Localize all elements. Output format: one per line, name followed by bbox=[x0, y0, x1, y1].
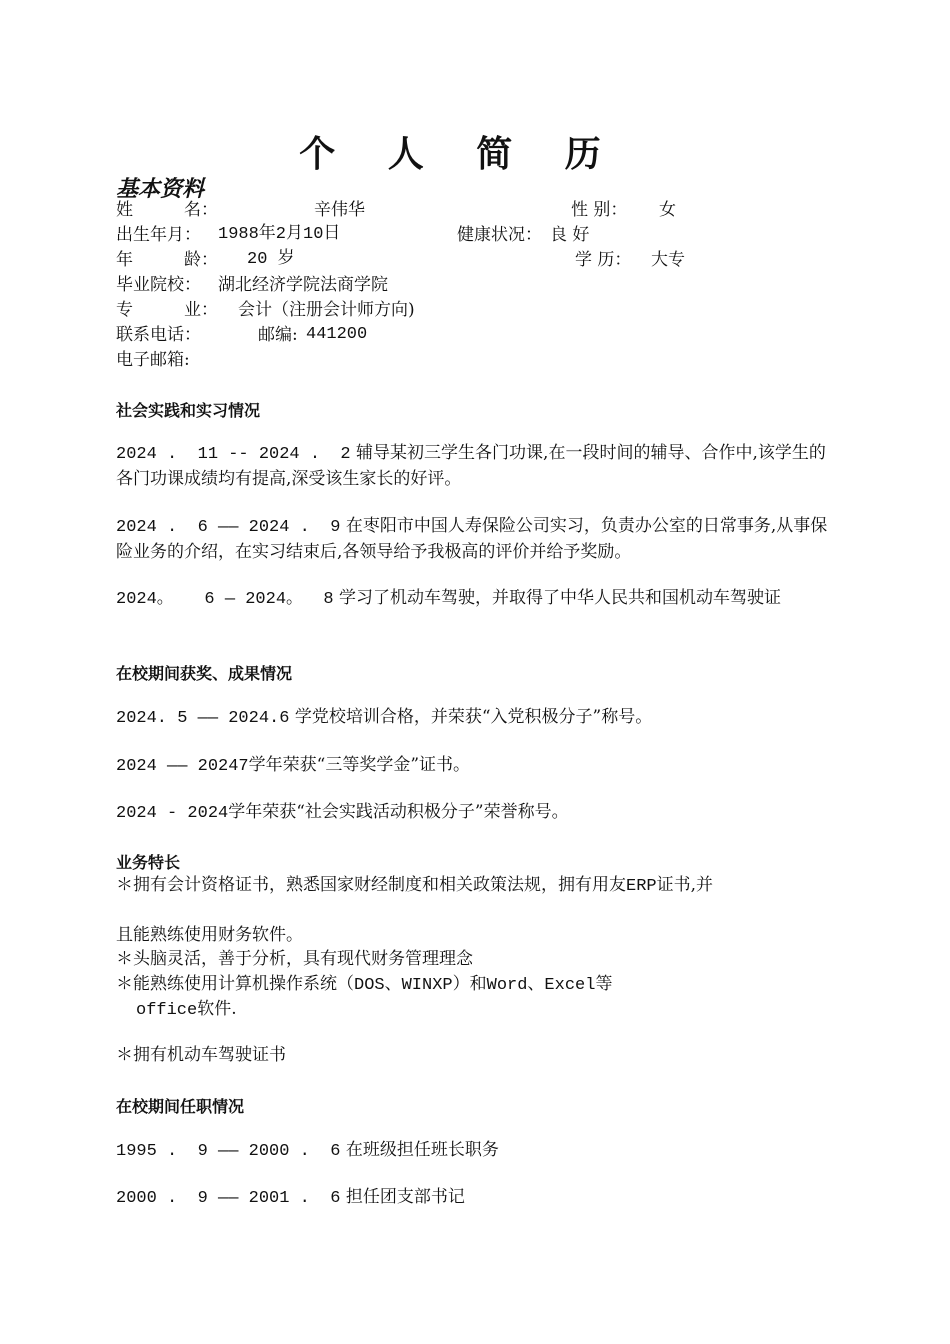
positions-heading: 在校期间任职情况 bbox=[116, 1097, 245, 1116]
practice-date: 2024 . 11 -- 2024 . 2 bbox=[116, 445, 351, 464]
gender-value: 女 bbox=[659, 200, 676, 220]
name-label: 姓 名： bbox=[116, 200, 218, 220]
award-item bbox=[116, 705, 652, 731]
phone-label: 联系电话： bbox=[116, 325, 201, 345]
school-label: 毕业院校： bbox=[116, 275, 201, 295]
award-date: 2024 - 2024 bbox=[116, 804, 229, 823]
skill-bullet-continuation: 且能熟练使用财务软件。 bbox=[116, 925, 303, 945]
education-value: 大专 bbox=[651, 250, 685, 270]
age-label: 年 龄： bbox=[116, 250, 218, 270]
skill-bullet bbox=[116, 873, 713, 899]
practice-date: 2024。 6 — 2024。 8 bbox=[116, 590, 334, 609]
position-item bbox=[116, 1138, 499, 1164]
position-item bbox=[116, 1185, 465, 1211]
skill-bullet bbox=[116, 972, 612, 998]
age-value: 20 岁 bbox=[247, 250, 295, 269]
skill-text: 等 bbox=[595, 974, 613, 994]
zip-label: 邮编: bbox=[258, 325, 298, 345]
skills-heading: 业务特长 bbox=[116, 853, 181, 872]
email-label: 电子邮箱: bbox=[116, 350, 190, 370]
skill-bullet-continuation bbox=[136, 997, 237, 1023]
school-value: 湖北经济学院法商学院 bbox=[218, 275, 388, 295]
health-value: 良 好 bbox=[550, 225, 590, 245]
skill-text: ＊能熟练使用计算机操作系统（ bbox=[116, 974, 354, 994]
skill-text: ）和 bbox=[452, 974, 487, 994]
practice-date: 2024 . 6 —— 2024 . 9 bbox=[116, 518, 341, 537]
award-item bbox=[116, 753, 470, 779]
award-text: 学党校培训合格，并荣获“入党积极分子”称号。 bbox=[294, 707, 653, 727]
practice-text: 学习了机动车驾驶，并取得了中华人民共和国机动车驾驶证 bbox=[339, 588, 782, 608]
education-label: 学 历： bbox=[575, 250, 632, 270]
name-value: 辛伟华 bbox=[314, 200, 365, 220]
skill-text: 软件. bbox=[197, 999, 237, 1019]
gender-label: 性 别： bbox=[571, 200, 628, 220]
practice-item bbox=[116, 441, 836, 492]
major-value: 会计（注册会计师方向) bbox=[238, 300, 415, 320]
position-date: 1995 . 9 —— 2000 . 6 bbox=[116, 1142, 341, 1161]
health-label: 健康状况： bbox=[457, 225, 542, 245]
page-title: 个 人 简 历 bbox=[299, 133, 621, 175]
practice-item bbox=[116, 514, 836, 565]
birth-value: 1988年2月10日 bbox=[218, 225, 341, 244]
skill-text: ＊拥有会计资格证书，熟悉国家财经制度和相关政策法规，拥有用友 bbox=[116, 875, 626, 895]
award-text: 学年荣获“社会实践活动积极分子”荣誉称号。 bbox=[228, 802, 569, 822]
award-date: 2024 —— 20247 bbox=[116, 757, 249, 776]
basic-info-heading: 基本资料 bbox=[116, 177, 205, 202]
practice-heading: 社会实践和实习情况 bbox=[116, 401, 261, 420]
skill-bullet: ＊头脑灵活，善于分析，具有现代财务管理理念 bbox=[116, 949, 473, 969]
position-text: 在班级担任班长职务 bbox=[345, 1140, 499, 1160]
practice-item bbox=[116, 586, 836, 612]
award-date: 2024. 5 —— 2024.6 bbox=[116, 709, 290, 728]
skill-text: 证书,并 bbox=[656, 875, 714, 895]
position-text: 担任团支部书记 bbox=[345, 1187, 465, 1207]
birth-label: 出生年月： bbox=[116, 225, 201, 245]
major-label: 专 业： bbox=[116, 300, 218, 320]
practice-text: 辅导某初三学生各门功课,在一段时间的辅导、合作中,该学生的各门功课成绩均有提高,深受该生家长的好评。 bbox=[116, 443, 826, 489]
skill-bullet: ＊拥有机动车驾驶证书 bbox=[116, 1045, 286, 1065]
skill-text-office: Word、Excel bbox=[486, 976, 596, 995]
skill-text-office: office bbox=[136, 1001, 198, 1020]
zip-value: 441200 bbox=[306, 325, 368, 344]
skill-text-os: DOS、WINXP bbox=[354, 976, 453, 995]
award-text: 学年荣获“三等奖学金”证书。 bbox=[248, 755, 471, 775]
position-date: 2000 . 9 —— 2001 . 6 bbox=[116, 1189, 341, 1208]
awards-heading: 在校期间获奖、成果情况 bbox=[116, 664, 293, 683]
award-item bbox=[116, 800, 569, 826]
skill-text-erp: ERP bbox=[626, 877, 657, 896]
practice-text: 在枣阳市中国人寿保险公司实习，负责办公室的日常事务,从事保险业务的介绍，在实习结束后,各领导给予我极高的评价并给予奖励。 bbox=[116, 516, 828, 562]
